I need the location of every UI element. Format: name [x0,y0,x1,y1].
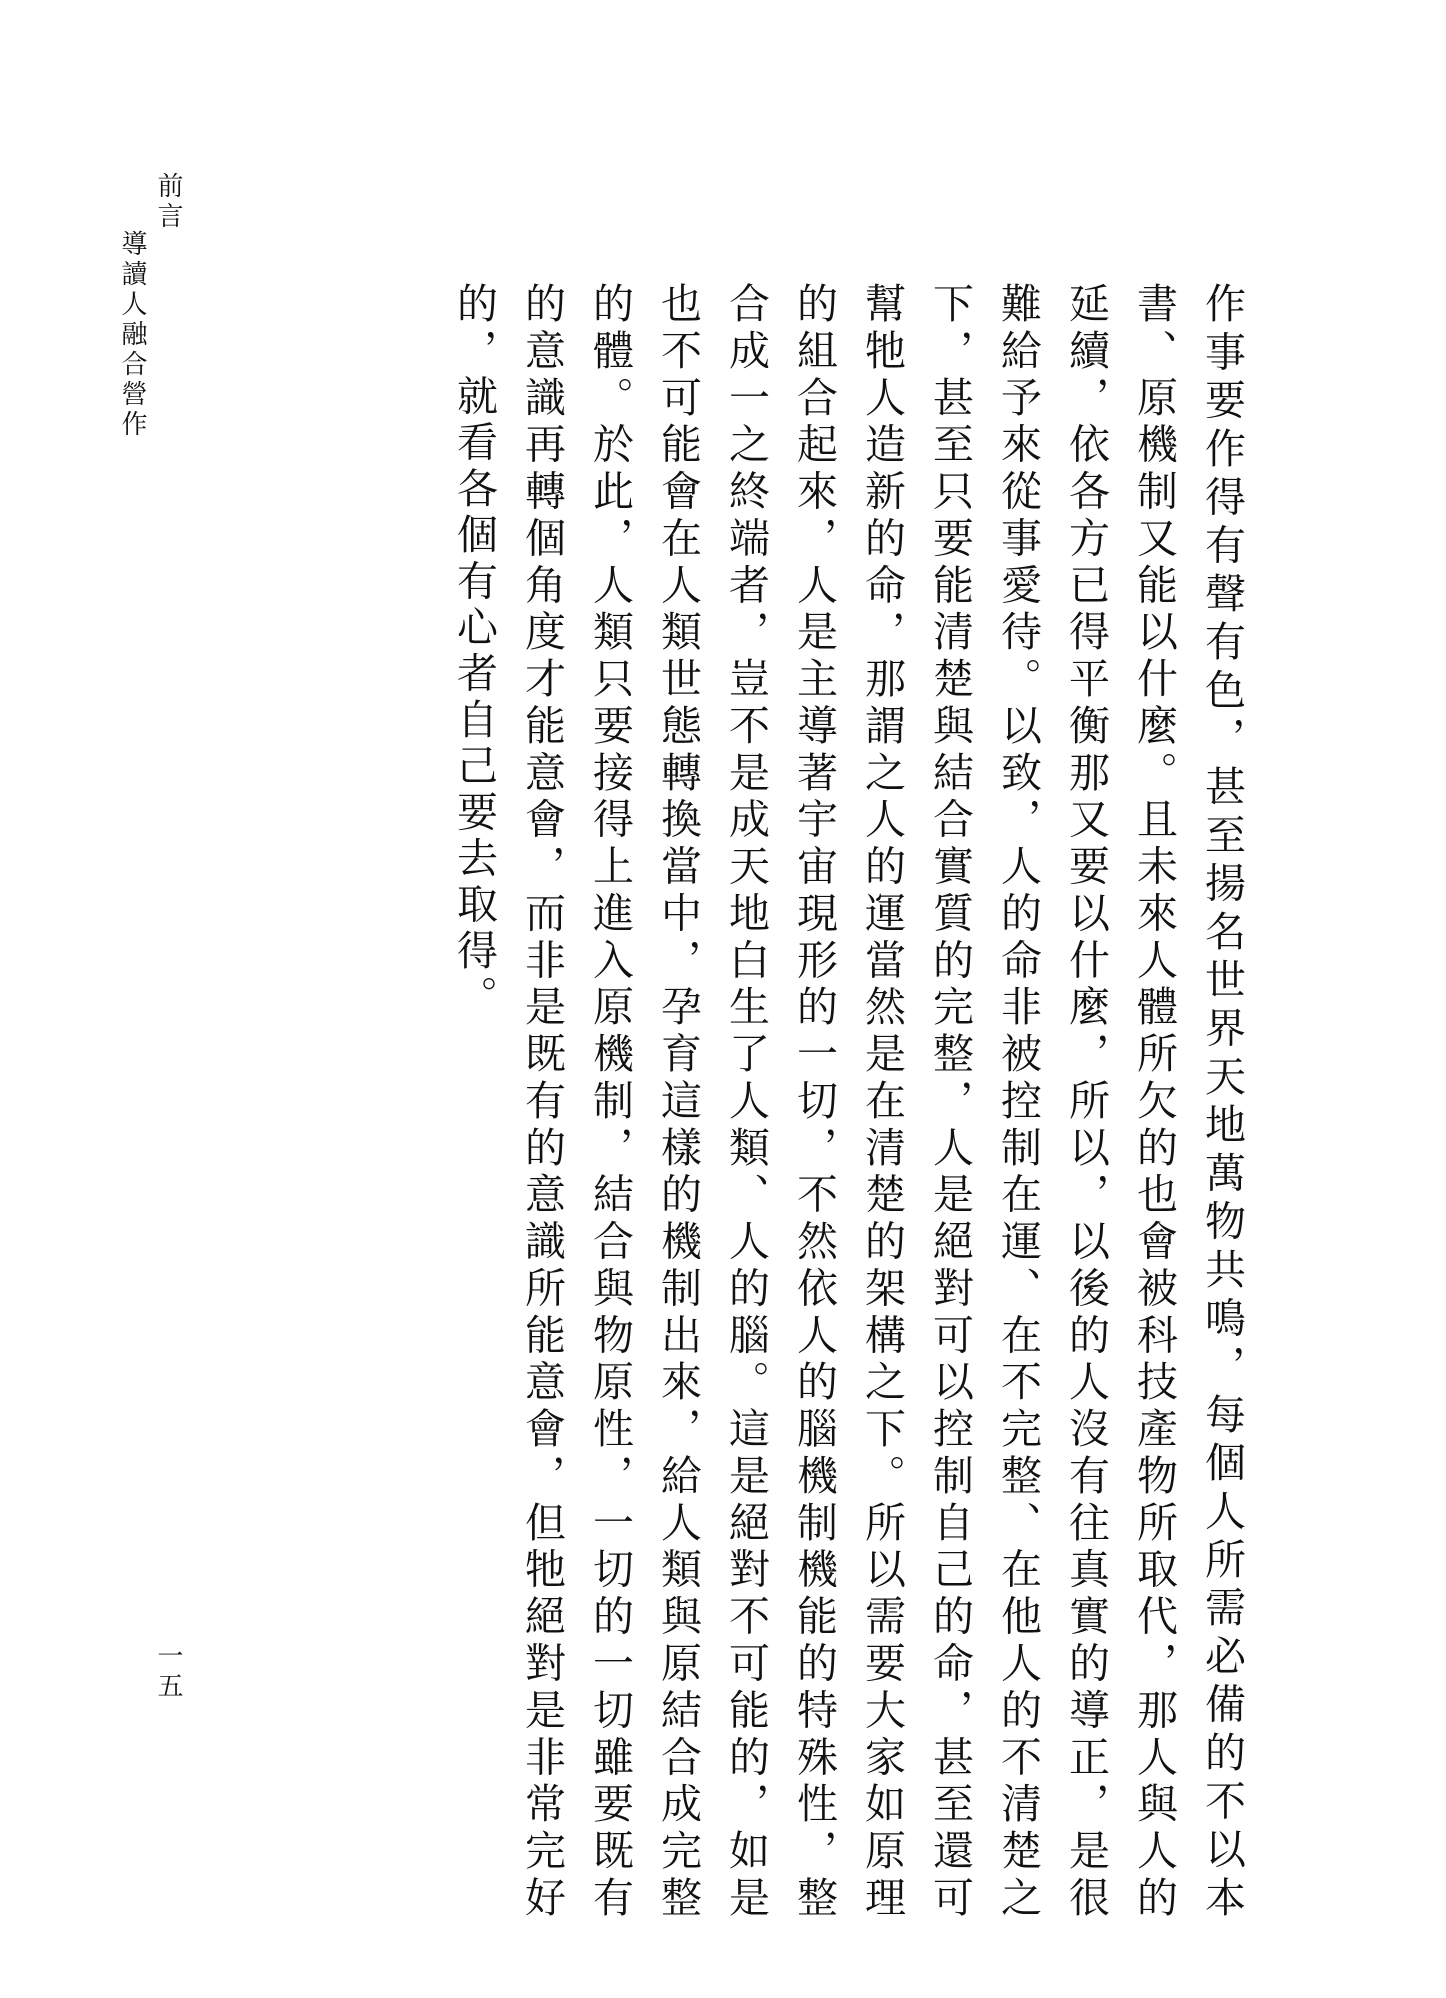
page-number: 一五 [153,1642,183,1702]
body-paragraph: 作事要作得有聲有色，甚至揚名世界天地萬物共鳴，每個人所需必備的不以本書、原機制又能以什麼。且未來人體所欠的也會被科技產物所取代，那人與人的延續，依各方已得平衡那又要以什麼，所以，以後的人沒有往真實的導正，是很難給予來從事愛待。以致，人的命非被控制在運、在不完整、在他人的不清楚之下，甚至只要能清楚與結合實質的完整，人是絕對可以控制自己的命，甚至還可幫牠人造新的命，那謂之人的運當然是在清楚的架構之下。所以需要大家如原理的組合起來，人是主導著宇宙現形的一切，不然依人的腦機制機能的特殊性，整合成一之終端者，豈不是成天地白生了人類、人的腦。這是絕對不可能的，如是也不可能會在人類世態轉換當中，孕育這樣的機制出來，給人類與原結合成完整的體。於此，人類只要接得上進入原機制，結合與物原性，一切的一切雖要既有的意識再轉個角度才能意會，而非是既有的意識所能意會，但牠絕對是非常完好的，就看各個有心者自己要去取得。 [450,282,1246,1922]
section-subtitle: 導讀人融合營作 [117,230,147,440]
running-header [117,172,186,440]
chapter-title: 前言 [153,172,183,232]
body-text [436,282,1256,1922]
